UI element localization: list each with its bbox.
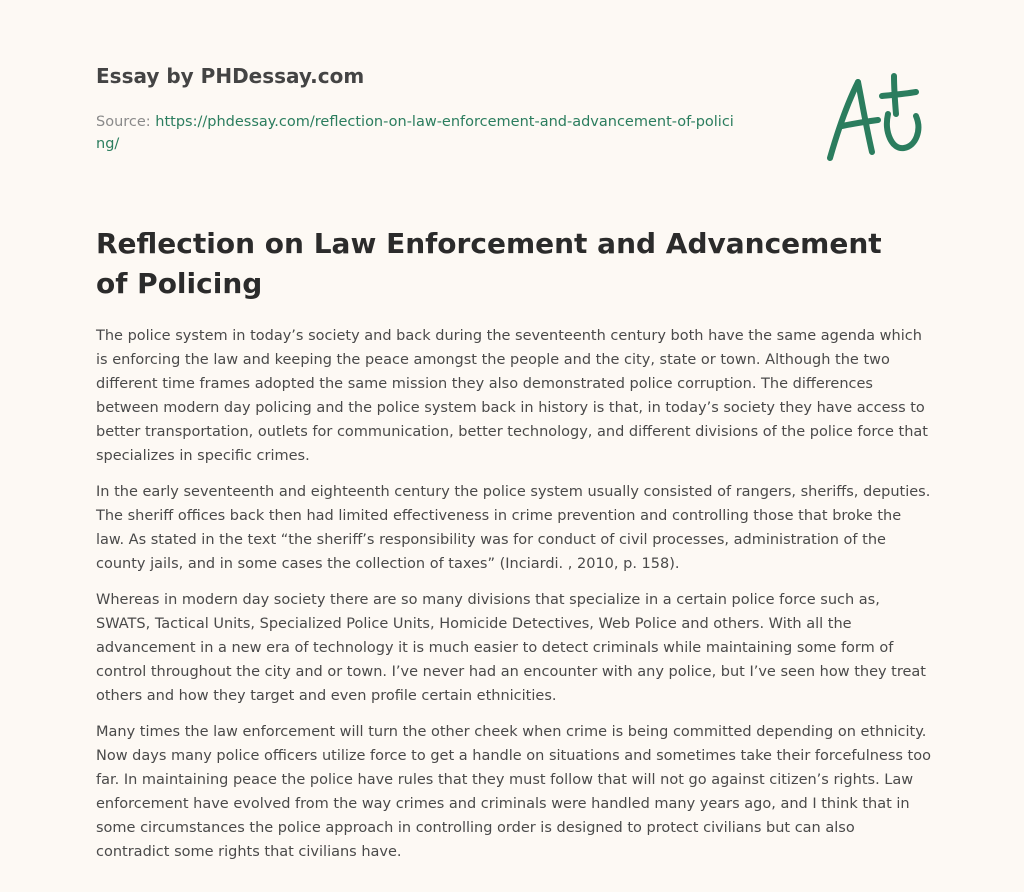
paragraph: In the early seventeenth and eighteenth century the police system usually consisted of rangers, sheriffs, deputies. The sheriff offices back then had limited effectiveness in crime prevention and controlling those that broke the law. As stated in the text “the sheriff’s responsibility was for conduct of civil processes, administration of the county jails, and in some cases the collection of taxes” (Inciardi. , 2010, p. 158). (96, 484, 931, 572)
source-link[interactable]: https://phdessay.com/reflection-on-law-enforcement-and-advancement-of-policing/ (96, 114, 734, 152)
site-brand: Essay by PHDessay.com (96, 64, 365, 88)
a-plus-logo-icon (822, 68, 926, 164)
source-label: Source: (96, 114, 156, 130)
paragraph: The police system in today’s society and back during the seventeenth century both have the same agenda which is enforcing the law and keeping the peace amongst the people and the city, state or town. Although the two different time frames adopted the same mission they also demonstrated police corruption. The differences between modern day policing and the police system back in history is that, in today’s society they have access to better transportation, outlets for communication, better technology, and different divisions of the police force that specializes in specific crimes. (96, 328, 928, 464)
essay-title: Reflection on Law Enforcement and Advancement of Policing (96, 227, 882, 300)
paragraph: Many times the law enforcement will turn the other cheek when crime is being committed depending on ethnicity. Now days many police officers utilize force to get a handle on situations and sometimes take their forcefulness too far. In maintaining peace the police have rules that they must follow that will not go against citizen’s rights. Law enforcement have evolved from the way crimes and criminals were handled many years ago, and I think that in some circumstances the police approach in controlling order is designed to protect civilians but can also contradict some rights that civilians have. (96, 724, 931, 860)
source-line (96, 111, 736, 155)
paragraph: Whereas in modern day society there are so many divisions that specialize in a certain police force such as, SWATS, Tactical Units, Specialized Police Units, Homicide Detectives, Web Police and others. With all the advancement in a new era of technology it is much easier to detect criminals while maintaining some form of control throughout the city and or town. I’ve never had an encounter with any police, but I’ve seen how they treat others and how they target and even profile certain ethnicities. (96, 592, 926, 704)
essay-body (96, 324, 932, 876)
